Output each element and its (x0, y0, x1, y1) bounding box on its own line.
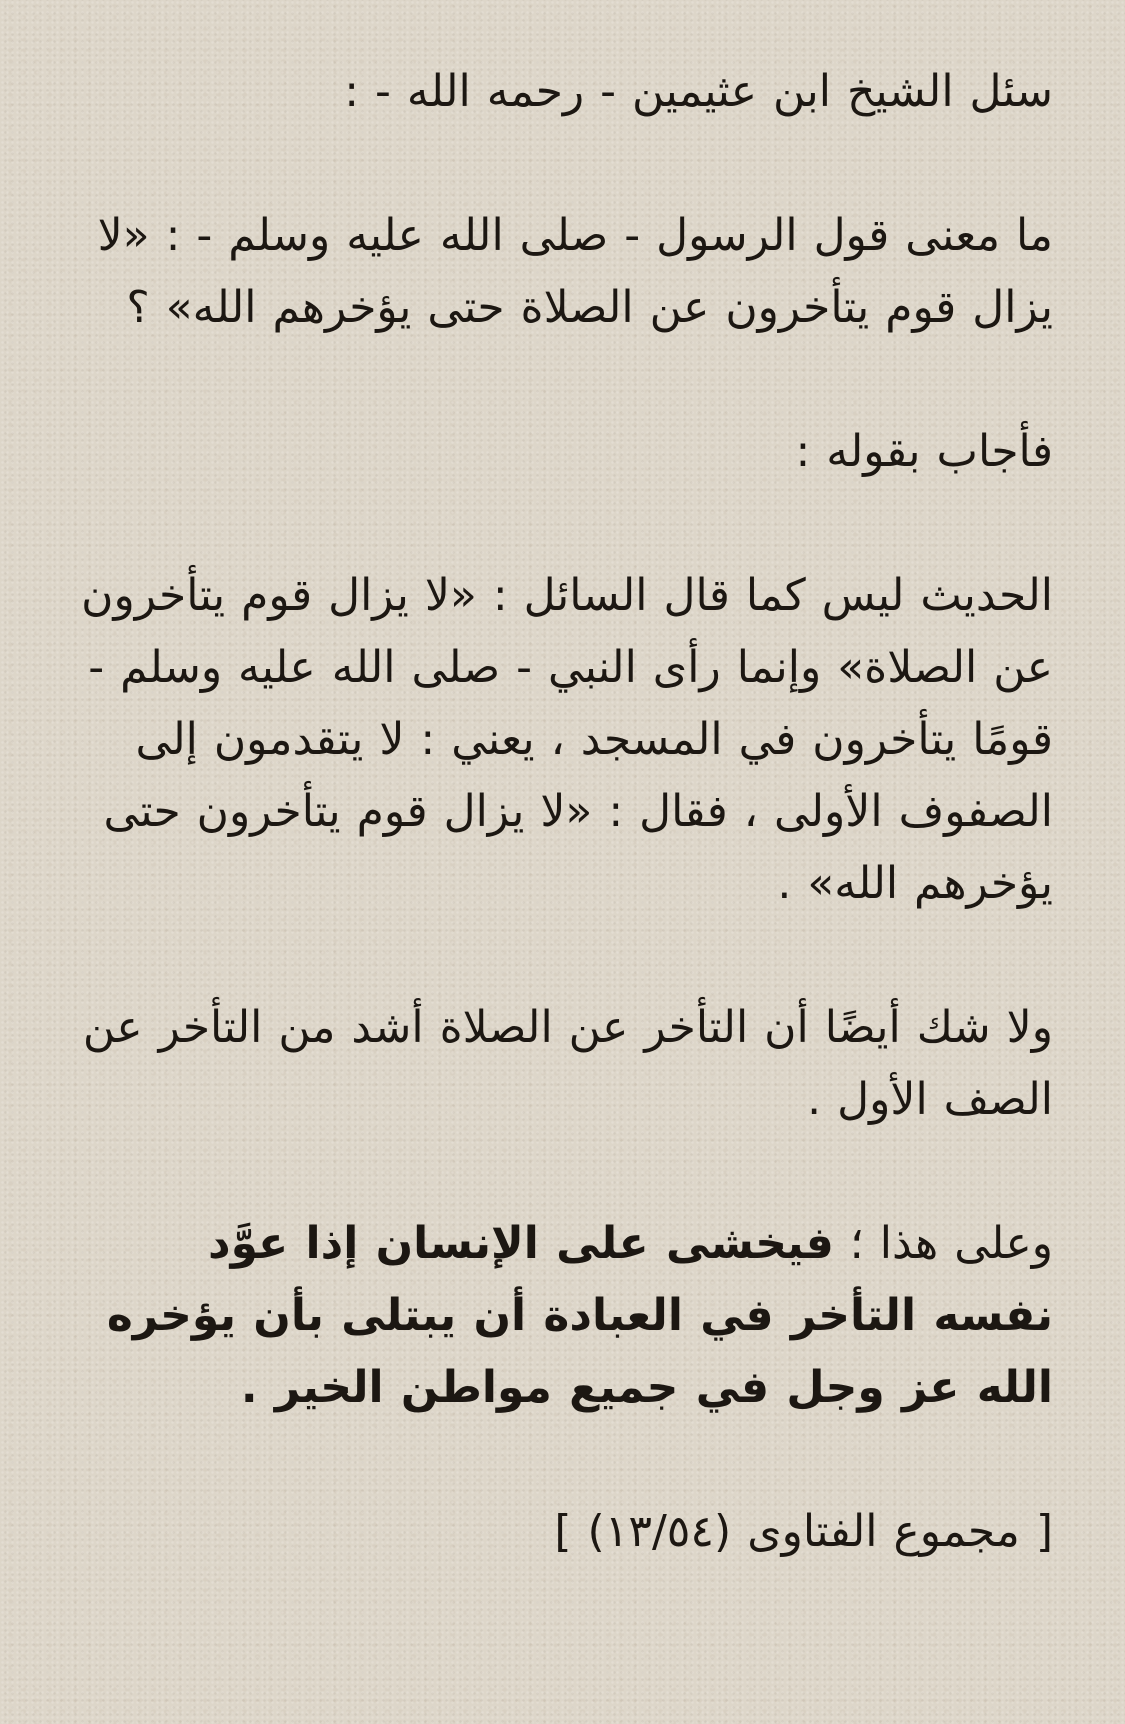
no-doubt-paragraph: ولا شك أيضًا أن التأخر عن الصلاة أشد من التأخر عن الصف الأول . (82, 1002, 1053, 1125)
conclusion-bold-text: فيخشى على الإنسان إذا عوَّد نفسه التأخر في العبادة أن يبتلى بأن يؤخره الله عز وجل في جميع مواطن الخير . (106, 1218, 1053, 1413)
source-citation: [ مجموع الفتاوى (١٣/٥٤) ] (554, 1506, 1053, 1557)
fatwa-document (73, 56, 1053, 1568)
conclusion-paragraph (73, 1208, 1053, 1424)
answer-body: الحديث ليس كما قال السائل : «لا يزال قوم يتأخرون عن الصلاة» وإنما رأى النبي - صلى الله عليه وسلم - قومًا يتأخرون في المسجد ، يعني : لا يتقدمون إلى الصفوف الأولى ، فقال : «لا يزال قوم يتأخرون حتى يؤخرهم الله» . (81, 570, 1053, 909)
answer-intro: فأجاب بقوله : (795, 426, 1053, 477)
intro-line: سئل الشيخ ابن عثيمين - رحمه الله - : (344, 66, 1053, 117)
question-text: ما معنى قول الرسول - صلى الله عليه وسلم - : «لا يزال قوم يتأخرون عن الصلاة حتى يؤخرهم الله» ؟ (97, 210, 1053, 333)
conclusion-prefix: وعلى هذا ؛ (849, 1218, 1053, 1269)
